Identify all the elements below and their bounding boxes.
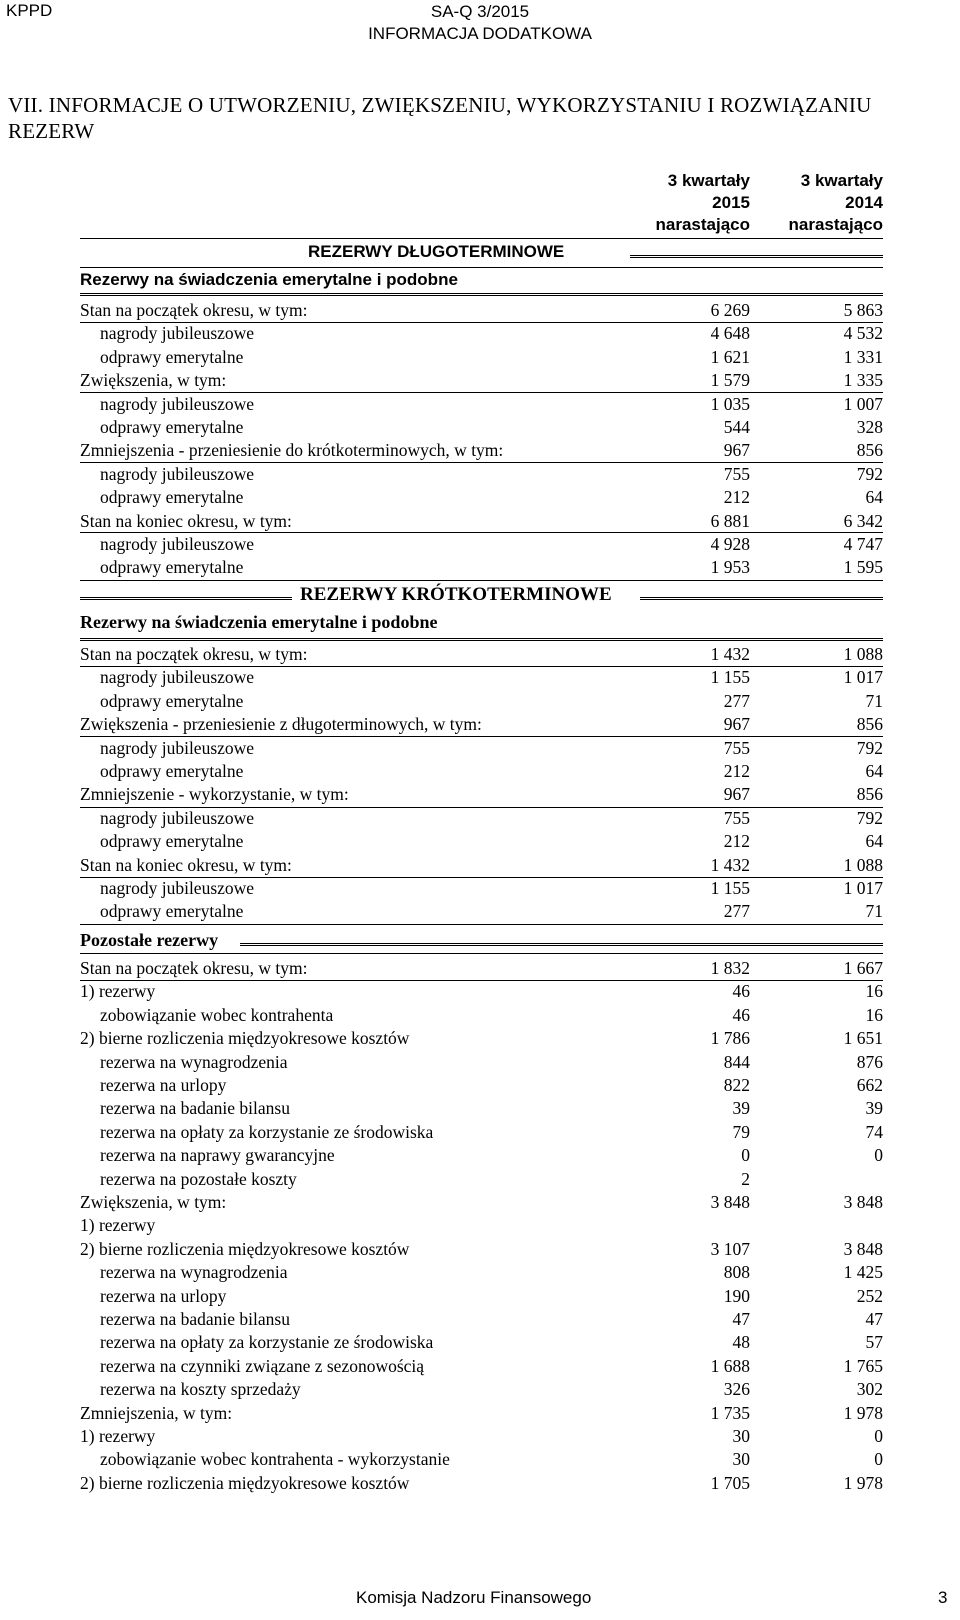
value-2015: 190 (723, 1285, 750, 1306)
row-label: Stan na początek okresu, w tym: (80, 958, 308, 978)
row-rule (80, 736, 883, 737)
value-2014: 1 331 (843, 346, 883, 367)
value-2014: 74 (865, 1121, 883, 1142)
value-2015: 3 848 (710, 1192, 750, 1212)
value-2014: 3 848 (843, 1192, 883, 1212)
short-term-heading-rule-right (640, 597, 883, 600)
value-2015: 326 (723, 1379, 750, 1400)
column-header-line: 2015 (712, 193, 750, 212)
table-row (80, 532, 883, 556)
footer-text: Komisja Nadzoru Finansowego (356, 1588, 592, 1607)
row-label: 2) bierne rozliczenia międzyokresowe kosztów (80, 1028, 410, 1049)
table-row (80, 1143, 883, 1167)
table-row (80, 829, 883, 853)
value-2014: 328 (856, 417, 883, 437)
row-label: nagrody jubileuszowe (100, 323, 255, 344)
row-label: odprawy emerytalne (100, 487, 244, 508)
table-row (80, 555, 883, 579)
row-label: 1) rezerwy (80, 1215, 156, 1236)
row-label: Zmniejszenia - przeniesienie do krótkoterminowych, w tym: (80, 440, 504, 461)
value-2014: 39 (865, 1098, 883, 1119)
column-header-2015 (600, 170, 750, 236)
value-2014: 792 (856, 463, 883, 484)
table-row (80, 1330, 883, 1354)
value-2015: 967 (723, 784, 750, 805)
value-2014: 856 (856, 784, 883, 805)
table-row (80, 1120, 883, 1144)
row-label: rezerwa na urlopy (100, 1285, 227, 1306)
value-2015: 1 735 (710, 1402, 750, 1423)
table-row (80, 806, 883, 830)
row-label: rezerwa na opłaty za korzystanie ze środowiska (100, 1332, 434, 1353)
row-label: nagrody jubileuszowe (100, 737, 255, 758)
table-row (80, 298, 883, 322)
row-label: rezerwa na opłaty za korzystanie ze środowiska (100, 1121, 434, 1142)
value-2014: 1 425 (843, 1262, 883, 1283)
row-rule (80, 580, 883, 581)
header-center (0, 1, 960, 45)
row-label: odprawy emerytalne (100, 346, 244, 367)
value-2015: 755 (723, 737, 750, 758)
table-row (80, 899, 883, 923)
value-2014: 1 335 (843, 370, 883, 391)
value-2014: 6 342 (843, 510, 883, 531)
row-rule (80, 322, 883, 323)
row-label: nagrody jubileuszowe (100, 807, 255, 828)
short-term-subheading: Rezerwy na świadczenia emerytalne i podobne (80, 612, 438, 632)
value-2015: 4 648 (710, 323, 750, 344)
header-left: KPPD (6, 1, 53, 20)
value-2015: 755 (723, 463, 750, 484)
row-rule (80, 807, 883, 808)
row-rule (80, 666, 883, 667)
row-label: nagrody jubileuszowe (100, 463, 255, 484)
value-2014: 1 088 (843, 854, 883, 875)
row-label: 2) bierne rozliczenia międzyokresowe kosztów (80, 1238, 410, 1259)
header-rule (80, 238, 883, 239)
value-2015: 1 035 (710, 393, 750, 414)
table-row (80, 485, 883, 509)
table-row (80, 956, 883, 980)
row-label: rezerwa na pozostałe koszty (100, 1168, 297, 1189)
row-rule (80, 980, 883, 981)
value-2014: 856 (856, 440, 883, 461)
row-rule (80, 924, 883, 925)
table-row (80, 1003, 883, 1027)
value-2015: 2 (741, 1168, 750, 1189)
value-2014: 16 (865, 981, 883, 1002)
table-row (80, 1026, 883, 1050)
value-2015: 755 (723, 807, 750, 828)
value-2015: 1 432 (710, 644, 750, 664)
long-term-heading-rule (630, 255, 883, 258)
value-2014: 47 (865, 1309, 883, 1329)
value-2015: 967 (723, 714, 750, 735)
value-2015: 46 (732, 981, 750, 1002)
row-label: rezerwa na naprawy gwarancyjne (100, 1145, 335, 1166)
value-2015: 822 (723, 1075, 750, 1095)
value-2015: 1 155 (710, 667, 750, 688)
row-label: Stan na koniec okresu, w tym: (80, 510, 292, 531)
row-label: Zmniejszenie - wykorzystanie, w tym: (80, 784, 349, 805)
table-row (80, 345, 883, 369)
value-2014: 662 (856, 1075, 883, 1095)
value-2015: 1 832 (710, 958, 750, 978)
row-label: Stan na początek okresu, w tym: (80, 644, 308, 664)
table-row (80, 1050, 883, 1074)
value-2015: 212 (723, 831, 750, 852)
short-term-heading-rule-left (80, 597, 292, 600)
table-row (80, 979, 883, 1003)
table-row (80, 736, 883, 760)
row-label: Stan na początek okresu, w tym: (80, 300, 308, 320)
table-row (80, 689, 883, 713)
value-2014: 64 (865, 487, 883, 508)
value-2015: 212 (723, 761, 750, 781)
value-2014: 792 (856, 807, 883, 828)
row-label: 1) rezerwy (80, 1426, 156, 1446)
value-2014: 4 532 (843, 323, 883, 344)
table-row (80, 1284, 883, 1308)
table-row (80, 759, 883, 783)
value-2015: 0 (741, 1145, 750, 1166)
value-2014: 4 747 (843, 534, 883, 554)
other-heading-rule (240, 943, 883, 946)
table-row (80, 1447, 883, 1471)
value-2015: 3 107 (710, 1238, 750, 1259)
row-label: odprawy emerytalne (100, 690, 244, 711)
row-label: rezerwa na badanie bilansu (100, 1309, 290, 1329)
table-row (80, 1377, 883, 1401)
short-term-sub-rule (80, 638, 883, 641)
table-row (80, 1354, 883, 1378)
table-row (80, 1471, 883, 1495)
other-heading: Pozostałe rezerwy (80, 930, 219, 950)
value-2015: 1 705 (710, 1472, 750, 1493)
row-label: rezerwa na urlopy (100, 1075, 227, 1095)
long-term-sub-rule (80, 293, 883, 296)
table-row (80, 782, 883, 806)
value-2015: 1 621 (710, 346, 750, 367)
value-2014: 1 088 (843, 644, 883, 664)
row-label: zobowiązanie wobec kontrahenta (100, 1004, 334, 1025)
value-2014: 1 007 (843, 393, 883, 414)
column-header-line: 3 kwartały (667, 171, 750, 190)
value-2014: 1 978 (843, 1472, 883, 1493)
value-2015: 1 688 (710, 1355, 750, 1376)
table-row (80, 509, 883, 533)
value-2014: 856 (856, 714, 883, 735)
value-2015: 47 (732, 1309, 750, 1329)
row-rule (80, 392, 883, 393)
value-2015: 46 (732, 1004, 750, 1025)
value-2014: 3 848 (843, 1238, 883, 1259)
value-2015: 277 (723, 901, 750, 922)
row-label: odprawy emerytalne (100, 761, 244, 781)
value-2015: 544 (723, 417, 750, 437)
value-2015: 277 (723, 690, 750, 711)
row-label: odprawy emerytalne (100, 901, 244, 922)
table-row (80, 642, 883, 666)
row-label: rezerwa na koszty sprzedaży (100, 1379, 301, 1400)
value-2015: 844 (723, 1051, 750, 1072)
value-2015: 48 (732, 1332, 750, 1353)
table-row (80, 1073, 883, 1097)
page-number: 3 (938, 1588, 948, 1607)
value-2015: 1 579 (710, 370, 750, 391)
value-2015: 79 (732, 1121, 750, 1142)
table-row (80, 1401, 883, 1425)
row-label: Stan na koniec okresu, w tym: (80, 854, 292, 875)
value-2015: 4 928 (710, 534, 750, 554)
row-label: nagrody jubileuszowe (100, 878, 255, 898)
column-header-line: narastająco (655, 215, 750, 234)
value-2015: 1 786 (710, 1028, 750, 1049)
row-label: rezerwa na wynagrodzenia (100, 1051, 288, 1072)
value-2014: 302 (856, 1379, 883, 1400)
table-row (80, 392, 883, 416)
table-row (80, 438, 883, 462)
short-term-heading: REZERWY KRÓTKOTERMINOWE (300, 584, 612, 605)
table-row (80, 321, 883, 345)
value-2015: 30 (732, 1426, 750, 1446)
column-header-2014 (735, 170, 883, 236)
column-header-line: narastająco (788, 215, 883, 234)
table-row (80, 1190, 883, 1214)
value-2014: 0 (874, 1426, 883, 1446)
value-2014: 5 863 (843, 300, 883, 320)
row-label: zobowiązanie wobec kontrahenta - wykorzystanie (100, 1449, 450, 1470)
table-row (80, 853, 883, 877)
value-2014: 57 (865, 1332, 883, 1353)
value-2014: 1 978 (843, 1402, 883, 1423)
row-label: 1) rezerwy (80, 981, 156, 1002)
long-term-heading: REZERWY DŁUGOTERMINOWE (308, 242, 565, 261)
value-2014: 1 595 (843, 557, 883, 578)
row-label: nagrody jubileuszowe (100, 667, 255, 688)
table-row (80, 1237, 883, 1261)
table-row (80, 1213, 883, 1237)
value-2015: 212 (723, 487, 750, 508)
row-label: rezerwa na czynniki związane z sezonowością (100, 1355, 425, 1376)
header-line-1: SA-Q 3/2015 (430, 2, 530, 21)
long-term-subheading: Rezerwy na świadczenia emerytalne i podobne (80, 270, 458, 289)
value-2014: 1 765 (843, 1355, 883, 1376)
value-2015: 1 155 (710, 878, 750, 898)
value-2014: 71 (865, 901, 883, 922)
value-2014: 1 651 (843, 1028, 883, 1049)
value-2014: 252 (856, 1285, 883, 1306)
table-row (80, 1424, 883, 1448)
row-label: rezerwa na badanie bilansu (100, 1098, 290, 1119)
section-title: VII. INFORMACJE O UTWORZENIU, ZWIĘKSZENIU, WYKORZYSTANIU I ROZWIĄZANIU REZERW (8, 93, 872, 143)
value-2015: 6 269 (710, 300, 750, 320)
value-2015: 808 (723, 1262, 750, 1283)
table-row (80, 462, 883, 486)
row-label: odprawy emerytalne (100, 557, 244, 578)
value-2014: 0 (874, 1145, 883, 1166)
value-2015: 1 432 (710, 854, 750, 875)
table-row (80, 876, 883, 900)
value-2014: 1 017 (843, 878, 883, 898)
row-label: nagrody jubileuszowe (100, 393, 255, 414)
table-row (80, 712, 883, 736)
column-header-line: 2014 (845, 193, 883, 212)
row-label: nagrody jubileuszowe (100, 534, 255, 554)
column-header-line: 3 kwartały (800, 171, 883, 190)
value-2015: 39 (732, 1098, 750, 1119)
row-label: Zwiększenia, w tym: (80, 1192, 227, 1212)
row-label: Zmniejszenia, w tym: (80, 1402, 233, 1423)
value-2015: 967 (723, 440, 750, 461)
row-label: odprawy emerytalne (100, 417, 244, 437)
row-label: Zwiększenia - przeniesienie z długoterminowych, w tym: (80, 714, 482, 735)
other-top-rule (80, 953, 883, 954)
row-label: rezerwa na wynagrodzenia (100, 1262, 288, 1283)
value-2014: 0 (874, 1449, 883, 1470)
value-2014: 64 (865, 761, 883, 781)
page-header (0, 0, 960, 44)
value-2014: 16 (865, 1004, 883, 1025)
long-term-top-rule (80, 267, 883, 268)
value-2014: 792 (856, 737, 883, 758)
row-rule (80, 532, 883, 533)
header-line-2: INFORMACJA DODATKOWA (368, 24, 592, 43)
value-2015: 6 881 (710, 510, 750, 531)
value-2015: 1 953 (710, 557, 750, 578)
row-rule (80, 462, 883, 463)
table-row (80, 1307, 883, 1331)
value-2014: 876 (856, 1051, 883, 1072)
value-2015: 30 (732, 1449, 750, 1470)
row-rule (80, 877, 883, 878)
row-label: Zwiększenia, w tym: (80, 370, 227, 391)
table-row (80, 1096, 883, 1120)
table-row (80, 1260, 883, 1284)
row-label: odprawy emerytalne (100, 831, 244, 852)
value-2014: 1 667 (843, 958, 883, 978)
value-2014: 64 (865, 831, 883, 852)
table-row (80, 368, 883, 392)
value-2014: 1 017 (843, 667, 883, 688)
table-row (80, 665, 883, 689)
row-label: 2) bierne rozliczenia międzyokresowe kosztów (80, 1472, 410, 1493)
table-row (80, 1167, 883, 1191)
table-row (80, 415, 883, 439)
value-2014: 71 (865, 690, 883, 711)
